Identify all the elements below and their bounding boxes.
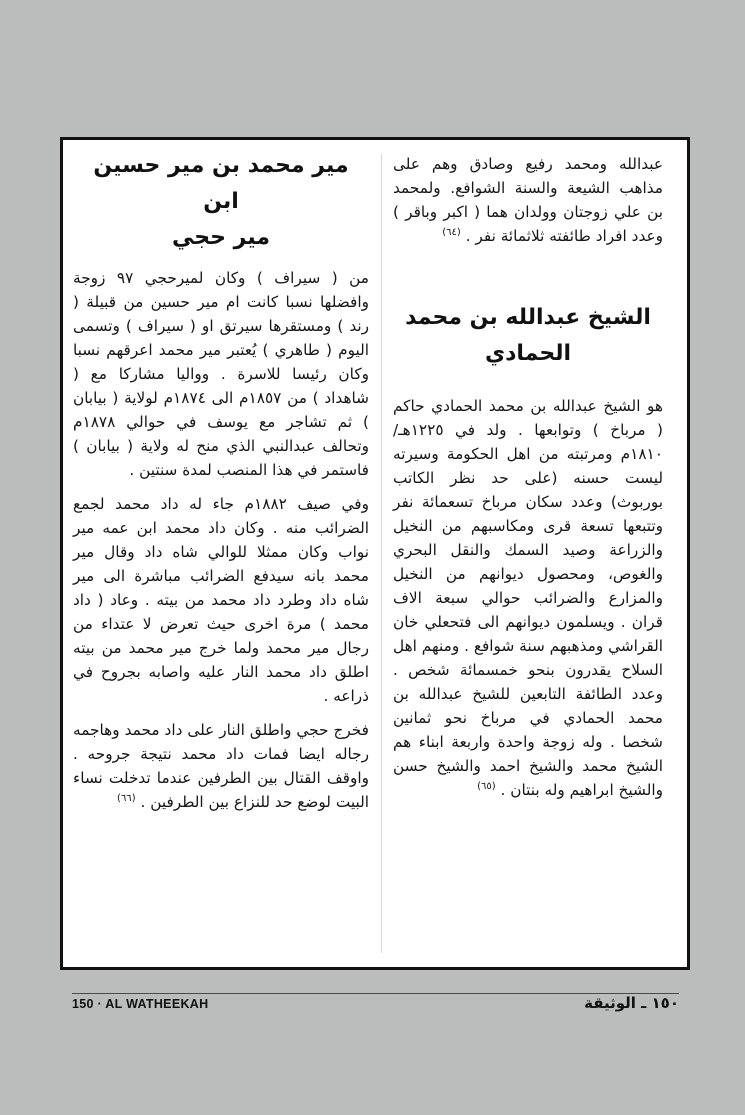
column-divider	[381, 154, 382, 953]
left-column	[73, 140, 369, 967]
section-body-text: هو الشيخ عبدالله بن محمد الحمادي حاكم ( مرباخ ) وتوابعها . ولد في ١٢٢٥هـ/ ١٨١٠م ومرتبته من اهل الحكومة وسيرته ليست حسنه (على حد نظر الكاتب بوربوث) وعدد سكان مرباخ تسعمائة نفر وتتبعها تسعة قرى ومكاسبهم من النخيل والزراعة وصيد السمك والنقل البحري والغوص، ومحصول ديوانهم من النخيل والمزارع والضرائب حوالي سبعة الاف قران . ويسلمون ديوانهم الى فتحعلي خان القراشي ومذهبهم سنة شوافع . ومنهم اهل السلاح يقدرون بنحو خمسمائة شخص . وعدد الطائفة التابعين للشيخ عبدالله بن محمد الحمادي في مرباخ نحو ثمانين شخصا . وله زوجة واحدة واربعة ابناء هم الشيخ محمد والشيخ احمد والشيخ حسن والشيخ ابراهيم وله بنتان .	[393, 397, 663, 799]
section-heading-abdullah	[393, 300, 663, 372]
section-heading-mir-mohammad	[73, 148, 369, 256]
continued-text-body: عبدالله ومحمد رفيع وصادق وهم على مذاهب الشيعة والسنة الشوافع. ولمحمد بن علي زوجتان وولدان هما ( اكبر وباقر ) وعدد افراد طائفته ثلاثمائة نفر .	[393, 155, 663, 245]
heading-line-2: مير حجي	[172, 225, 270, 250]
section-body-abdullah	[393, 394, 663, 802]
footnote-ref-65: (٦٥)	[477, 780, 496, 792]
footnote-ref-66: (٦٦)	[117, 792, 136, 804]
footnote-ref-64: (٦٤)	[442, 226, 461, 238]
heading-line-2: الحمادي	[484, 341, 572, 366]
footer-page-label-arabic: ١٥٠ ـ الوثيقة	[584, 994, 679, 1012]
page-footer	[72, 993, 679, 1016]
paragraph-2: وفي صيف ١٨٨٢م جاء له داد محمد لجمع الضرائب منه . وكان داد محمد ابن عمه مير نواب وكان ممثلا للوالي شاه داد وقال مير محمد بانه سيدفع الضرائب مباشرة الى مير شاه داد وطرد داد محمد من بيته . وعاد ( داد محمد ) مرة اخرى حيث تعرض لا عتداء من رجال مير محمد ولما خرج مير محمد من بيته اطلق داد محمد النار عليه واصابه بجروح في ذراعه .	[73, 495, 369, 705]
paragraph-3-text: فخرج حجي واطلق النار على داد محمد وهاجمه رجاله ايضا فمات داد محمد نتيجة جروحه . واوقف القتال بين الطرفين عندما تدخلت نساء البيت لوضع حد للنزاع بين الطرفين .	[73, 721, 369, 811]
heading-line-1: مير محمد بن مير حسين ابن	[93, 153, 349, 214]
paragraph-1: من ( سيراف ) وكان لميرحجي ٩٧ زوجة وافضلها نسبا كانت ام مير حسين من قبيلة ( رند ) ومستقرها سيرتق او ( سيراف ) وتسمى اليوم ( طاهري ) يُعتبر مير محمد اعرقهم نسبا وكان رئيسا للاسرة . وواليا مشاركا مع ( شاهداد ) من ١٨٥٧م الى ١٨٧٤م لولاية ( بيابان ) ثم تشاجر مع يوسف في حوالي ١٨٧٨م وتحالف عبدالنبي الذي منح له ولاية ( بيابان ) فاستمر في هذا المنصب لمدة سنتين .	[73, 269, 370, 479]
right-column	[393, 140, 663, 967]
heading-line-1: الشيخ عبدالله بن محمد	[405, 305, 651, 330]
article-frame	[60, 137, 690, 970]
paragraph-3	[73, 718, 369, 814]
footer-page-label-latin: 150 · AL WATHEEKAH	[72, 997, 209, 1011]
continued-text	[393, 152, 663, 248]
